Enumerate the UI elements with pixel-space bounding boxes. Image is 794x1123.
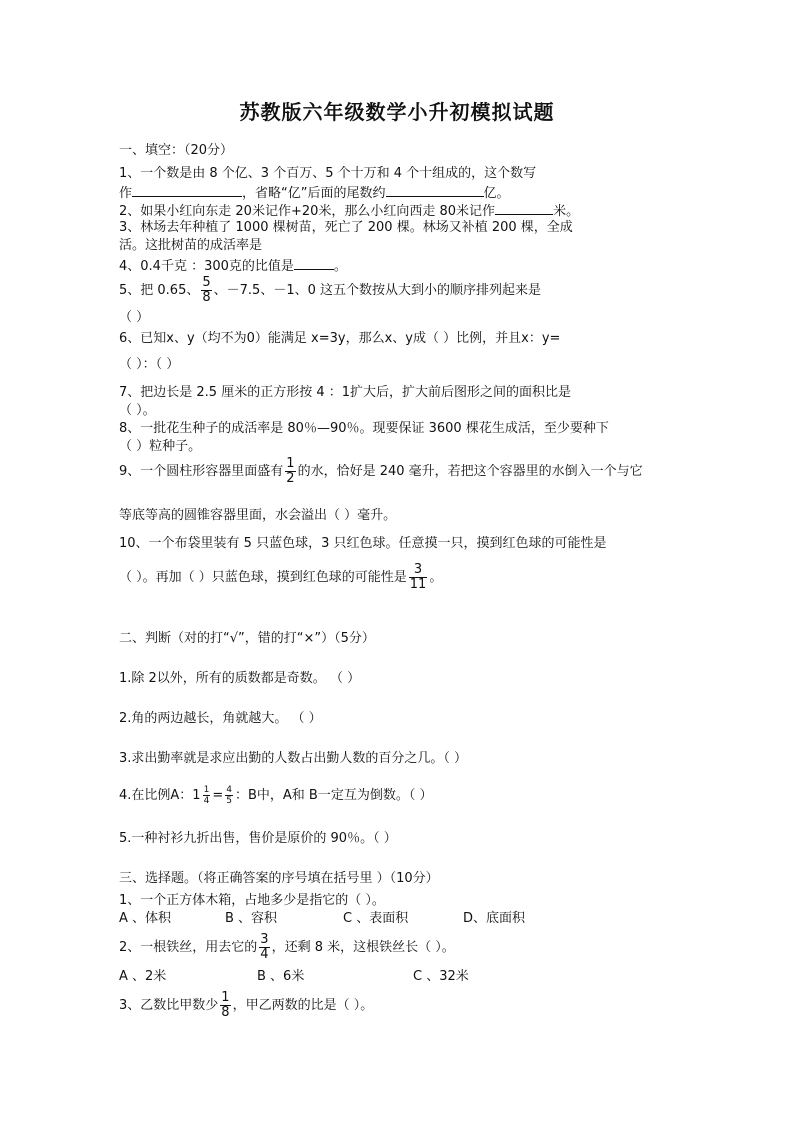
- q1-5-fraction: [201, 276, 211, 305]
- q1-9-text-b: 的水，恰好是 240 毫升，若把这个容器里的水倒入一个与它: [297, 464, 643, 479]
- q1-1-blank-approx[interactable]: [386, 183, 484, 197]
- q3-1-option-a[interactable]: A 、体积: [119, 911, 172, 926]
- q1-6-line2[interactable]: （ ）：（ ）: [119, 357, 180, 372]
- q3-1-option-d[interactable]: D、底面积: [463, 911, 526, 926]
- q1-9-frac-den: 2: [286, 471, 295, 486]
- q3-3-frac-num: 1: [221, 990, 230, 1005]
- q1-4-text-b: 。: [333, 259, 347, 274]
- q1-4-text-a: 4、0.4千克 ：300克的比值是: [119, 259, 294, 274]
- q1-9-line2[interactable]: 等底等高的圆锥容器里面，水会溢出（ ）毫升。: [119, 508, 397, 523]
- q3-3-frac-den: 8: [221, 1005, 230, 1020]
- q3-1-option-c[interactable]: C 、表面积: [343, 911, 409, 926]
- q2-4-text-a: 4.在比例A：1: [119, 788, 201, 803]
- q3-3-fraction: [220, 991, 230, 1020]
- q3-1-options: [119, 910, 525, 928]
- q3-2-text-a: 2、一根铁丝，用去它的: [119, 940, 258, 955]
- q3-2[interactable]: [119, 933, 455, 962]
- section2-heading: 二、判断（对的打“√”，错的打“×”）（5分）: [119, 631, 375, 646]
- q1-1-line2: [119, 183, 510, 203]
- q2-3[interactable]: 3.求出勤率就是求应出勤的人数占出勤人数的百分之几。（ ）: [119, 751, 468, 766]
- q3-2-option-b[interactable]: B 、6米: [257, 969, 305, 984]
- q3-2-option-c[interactable]: C 、32米: [413, 969, 469, 984]
- q1-6-line1: 6、已知x、y（均不为0）能满足 x=3y，那么x、y成（ ）比例，并且x：y=: [119, 331, 561, 346]
- q1-7-line2[interactable]: （ ）。: [119, 403, 156, 418]
- q2-4[interactable]: [119, 785, 432, 806]
- q1-2-text-a: 2、如果小红向东走 20米记作+20米，那么小红向西走 80米记作: [119, 204, 496, 219]
- q3-1[interactable]: 1、一个正方体木箱，占地多少是指它的（ ）。: [119, 893, 385, 908]
- q1-5-line1: [119, 276, 541, 305]
- q2-1[interactable]: 1.除 2以外，所有的质数都是奇数。 （ ）: [119, 671, 361, 686]
- q3-2-options: [119, 968, 469, 986]
- q1-1-text-a: 作: [119, 186, 133, 201]
- q2-4-fraction-1: [203, 785, 211, 806]
- q2-2[interactable]: 2.角的两边越长，角就越大。 （ ）: [119, 711, 322, 726]
- q1-9-text-a: 9、一个圆柱形容器里面盛有: [119, 464, 284, 479]
- page-title: 苏教版六年级数学小升初模拟试题: [239, 100, 555, 124]
- q1-10-line2: [119, 563, 442, 592]
- q3-2-frac-den: 4: [260, 947, 269, 962]
- q1-8-line1: 8、一批花生种子的成活率是 80％—90％。现要保证 3600 棵花生成活，至少要种下: [119, 421, 609, 436]
- q1-1-text-b: ，省略“亿”后面的尾数约: [242, 186, 386, 201]
- q1-2: [119, 201, 579, 221]
- q1-10-frac-num: 3: [409, 563, 428, 578]
- q3-2-fraction: [259, 933, 269, 962]
- q1-5-text-a: 5、把 0.65、: [119, 283, 200, 298]
- q1-10-line1: 10、一个布袋里装有 5 只蓝色球，3 只红色球。任意摸一只，摸到红色球的可能性是: [119, 536, 607, 551]
- q2-4-f1-den: 4: [203, 796, 210, 806]
- q3-3[interactable]: [119, 991, 373, 1020]
- q1-5-text-b: 、－7.5、－1、0 这五个数按从大到小的顺序排列起来是: [213, 283, 541, 298]
- q1-5-frac-num: 5: [202, 275, 211, 290]
- section3-heading: 三、选择题。（将正确答案的序号填在括号里 ）（10分）: [119, 871, 439, 886]
- q1-1-blank-number[interactable]: [132, 183, 242, 197]
- q1-5-frac-den: 8: [202, 290, 211, 305]
- q2-4-text-b: ：B中，A和 B一定互为倒数。（ ）: [234, 788, 433, 803]
- q1-1-text-c: 亿。: [483, 186, 510, 201]
- section1-heading: 一、填空：（20分）: [119, 143, 234, 158]
- q1-7-line1: 7、把边长是 2.5 厘米的正方形按 4 ：1扩大后，扩大前后图形之间的面积比是: [119, 385, 572, 400]
- q1-5-line2[interactable]: （ ）: [119, 310, 150, 325]
- q1-2-text-b: 米。: [553, 204, 580, 219]
- q2-4-f1-num: 1: [203, 785, 210, 795]
- q2-4-f2-num: 4: [226, 785, 232, 795]
- q2-4-fraction-2: [225, 785, 233, 806]
- q1-9-fraction: [285, 457, 295, 486]
- q3-3-text-b: ，甲乙两数的比是（ ）。: [232, 998, 374, 1013]
- q1-10-frac-den: 11: [409, 577, 427, 592]
- q3-3-text-a: 3、乙数比甲数少: [119, 998, 219, 1013]
- q3-2-option-a[interactable]: A 、2米: [119, 969, 167, 984]
- q2-4-equals: =: [212, 788, 224, 803]
- q1-3-line1: 3、林场去年种植了 1000 棵树苗，死亡了 200 棵。林场又补植 200 棵，全成: [119, 220, 573, 235]
- q3-2-frac-num: 3: [260, 932, 269, 947]
- q1-9-line1: [119, 457, 643, 486]
- q1-10-text-a[interactable]: （ ）。再加（ ）只蓝色球，摸到红色球的可能性是: [119, 570, 407, 585]
- q1-4-blank[interactable]: [294, 256, 334, 270]
- q2-5[interactable]: 5.一种衬衫九折出售，售价是原价的 90％。（ ）: [119, 831, 397, 846]
- q1-10-fraction: [409, 563, 428, 592]
- q1-4: [119, 256, 347, 276]
- q3-2-text-b: ，还剩 8 米，这根铁丝长（ ）。: [271, 940, 455, 955]
- q3-1-option-b[interactable]: B 、容积: [225, 911, 278, 926]
- q1-9-frac-num: 1: [286, 456, 295, 471]
- q1-3-line2: 活。这批树苗的成活率是: [119, 238, 263, 253]
- q1-2-blank[interactable]: [495, 201, 553, 215]
- q1-8-line2[interactable]: （ ）粒种子。: [119, 439, 202, 454]
- q2-4-f2-den: 5: [226, 796, 232, 806]
- q1-1-line1: 1、一个数是由 8 个亿、3 个百万、5 个十万和 4 个十组成的，这个数写: [119, 166, 537, 181]
- q1-10-text-b: 。: [429, 570, 443, 585]
